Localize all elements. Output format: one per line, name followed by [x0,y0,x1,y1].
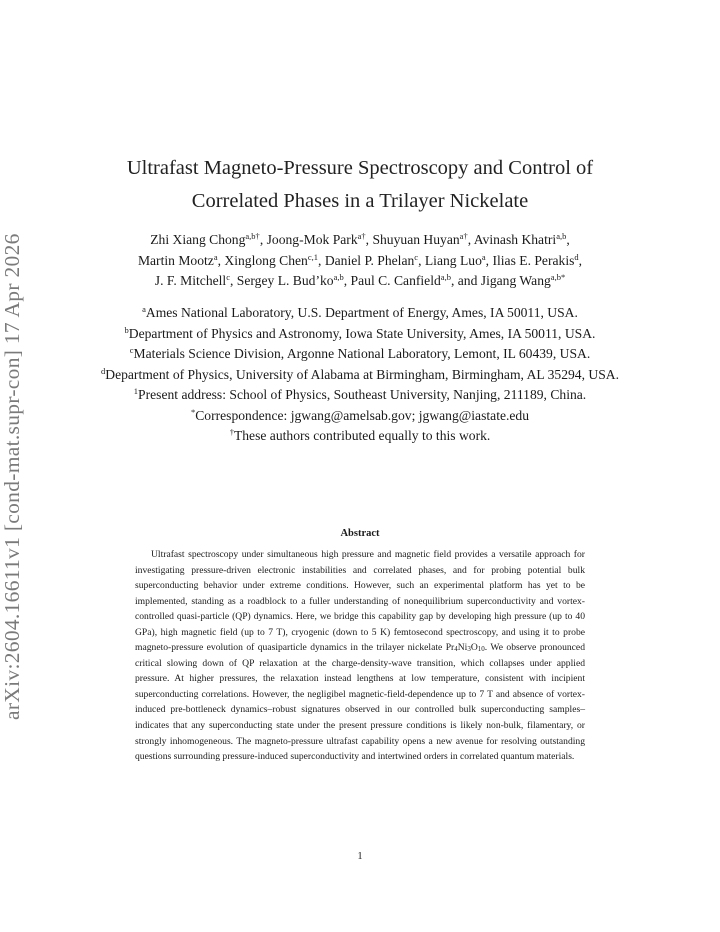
author-affiliation-mark: c,1 [307,251,319,262]
affiliation-text: Ames National Laboratory, U.S. Department of Energy, Ames, IA 50011, USA. [145,305,578,320]
abstract-text: Ultrafast spectroscopy under simultaneous high pressure and magnetic field provides a versatile approach for investigating pressure-driven electronic instabilities and correlated phases, and for probing potential bulk superconducting behavior under extreme conditions. However, such an experimental platform has yet to be implemented, standing as a roadblock to a fuller understanding of nonequilibrium superconductivity and vortex-controlled quasi-particle (QP) dynamics. Here, we bridge this capability gap by developing high pressure (up to 40 GPa), high magnetic field (up to 7 T), cryogenic (down to 5 K) femtosecond spectroscopy, and using it to probe magneto-pressure evolution of quasiparticle dynamics in the trilayer nickelate Pr [135,549,585,654]
author-name: Shuyuan Huyan [372,232,460,247]
affiliation-mark: d [101,365,106,376]
formula-element: O [470,642,478,654]
equal-contribution-mark: † [229,427,234,437]
abstract-body [135,547,585,765]
author-affiliation-mark: a† [357,231,366,241]
affiliation [100,303,620,324]
affiliation [100,324,620,345]
formula-subscript: 10 [477,645,485,654]
author-name: Avinash Khatri [473,232,557,247]
author [237,273,351,288]
equal-contribution-note [100,426,620,447]
author-separator: , [467,232,474,247]
affiliation-mark: b [124,324,129,335]
abstract-text: . We observe pronounced critical slowing down of QP relaxation at the charge-density-wave transition, which collapses under applied pressure. At higher pressures, the relaxation instead lengthens at low temperature, consistent with incipient superconducting correlations. However, the negligibel magnetic-field-dependence up to 7 T and absence of vortex-induced pre-bottleneck dynamics–robust signatures observed in our controlled bulk superconducting samples–indicates that any superconducting state under the present pressure conditions is likely non-bulk, filamentary, or strongly inhomogeneous. The magneto-pressure ultrafast capability opens a new avenue for resolving outstanding questions surrounding pressure-induced superconductivity and intertwined orders in correlated quantum materials. [135,642,585,763]
author-name: Joong-Mok Park [266,232,358,247]
author-affiliation-mark: c [414,251,419,262]
author [150,232,266,247]
author-separator: , [578,252,583,268]
author-affiliation-mark: a† [459,231,468,241]
affiliation-text: Materials Science Division, Argonne National Laboratory, Lemont, IL 60439, USA. [133,346,591,361]
affiliation-mark: 1 [133,386,139,396]
formula-subscript: 3 [467,645,471,654]
author [267,232,373,247]
abstract-heading: Abstract [340,528,380,539]
author [325,253,425,268]
author-separator: , [365,232,373,247]
affiliation-text: Department of Physics and Astronomy, Iowa State University, Ames, IA 50011, USA. [128,325,596,341]
author-list [100,230,620,292]
author-affiliation-mark: a [481,251,486,262]
author-name: Liang Luo [424,252,482,268]
author-affiliation-mark: a,b† [245,231,260,241]
author-separator: , [485,252,493,268]
author-separator: , and [450,273,481,288]
equal-contribution-text: These authors contributed equally to this work. [233,428,491,443]
author-separator: , [566,232,570,247]
affiliation-text: Department of Physics, University of Alabama at Birmingham, Birmingham, AL 35294, USA. [105,366,619,382]
author [351,273,481,288]
formula-element: Ni [457,642,468,654]
arxiv-identifier: arXiv:2604.16611v1 [cond-mat.supr-con] 17 Apr 2026 [0,233,24,720]
author [474,232,570,247]
author [481,273,565,288]
author-name: Martin Mootz [137,252,214,268]
author-separator: , [217,252,225,268]
author-name: Paul C. Canfield [350,273,441,288]
correspondence [100,406,620,427]
author-affiliation-mark: a,b [440,272,451,282]
author [138,253,224,268]
author-name: Jigang Wang [480,273,551,288]
author-affiliation-mark: c [226,272,230,282]
author-separator: , [230,273,237,288]
author-name: Xinglong Chen [224,252,308,268]
author-name: Zhi Xiang Chong [150,232,246,247]
paper-title: Ultrafast Magneto-Pressure Spectroscopy and Control of Correlated Phases in a Trilayer Nickelate [126,157,594,212]
author [425,253,493,268]
affiliation-text: Present address: School of Physics, Southeast University, Nanjing, 211189, China. [138,387,587,402]
affiliation [100,344,620,365]
author-separator: , [318,252,325,268]
author-name: Daniel P. Phelan [324,252,415,268]
affiliation [100,385,620,406]
author-affiliation-mark: d [574,251,579,262]
formula-subscript: 4 [454,645,458,654]
author [492,253,582,268]
page-number: 1 [357,851,363,862]
author [155,273,237,288]
author-name: J. F. Mitchell [154,273,227,288]
abstract-paragraph [135,547,585,765]
author-affiliation-mark: a [213,251,218,262]
affiliation-mark: c [129,345,134,355]
author [372,232,473,247]
affiliation-list [100,303,620,447]
correspondence-text: Correspondence: jgwang@amelsab.gov; jgwang@iastate.edu [195,407,530,423]
author-separator: , [343,273,351,288]
affiliation-mark: a [142,304,146,314]
author-name: Sergey L. Bud’ko [236,273,334,288]
affiliation [100,365,620,386]
author-name: Ilias E. Perakis [492,252,575,268]
author-affiliation-mark: a,b [556,231,567,241]
correspondence-mark: * [190,406,196,417]
author-affiliation-mark: a,b* [550,272,566,282]
author-affiliation-mark: a,b [333,272,344,282]
author-separator: , [259,232,267,247]
author-separator: , [418,252,425,268]
author [224,253,324,268]
